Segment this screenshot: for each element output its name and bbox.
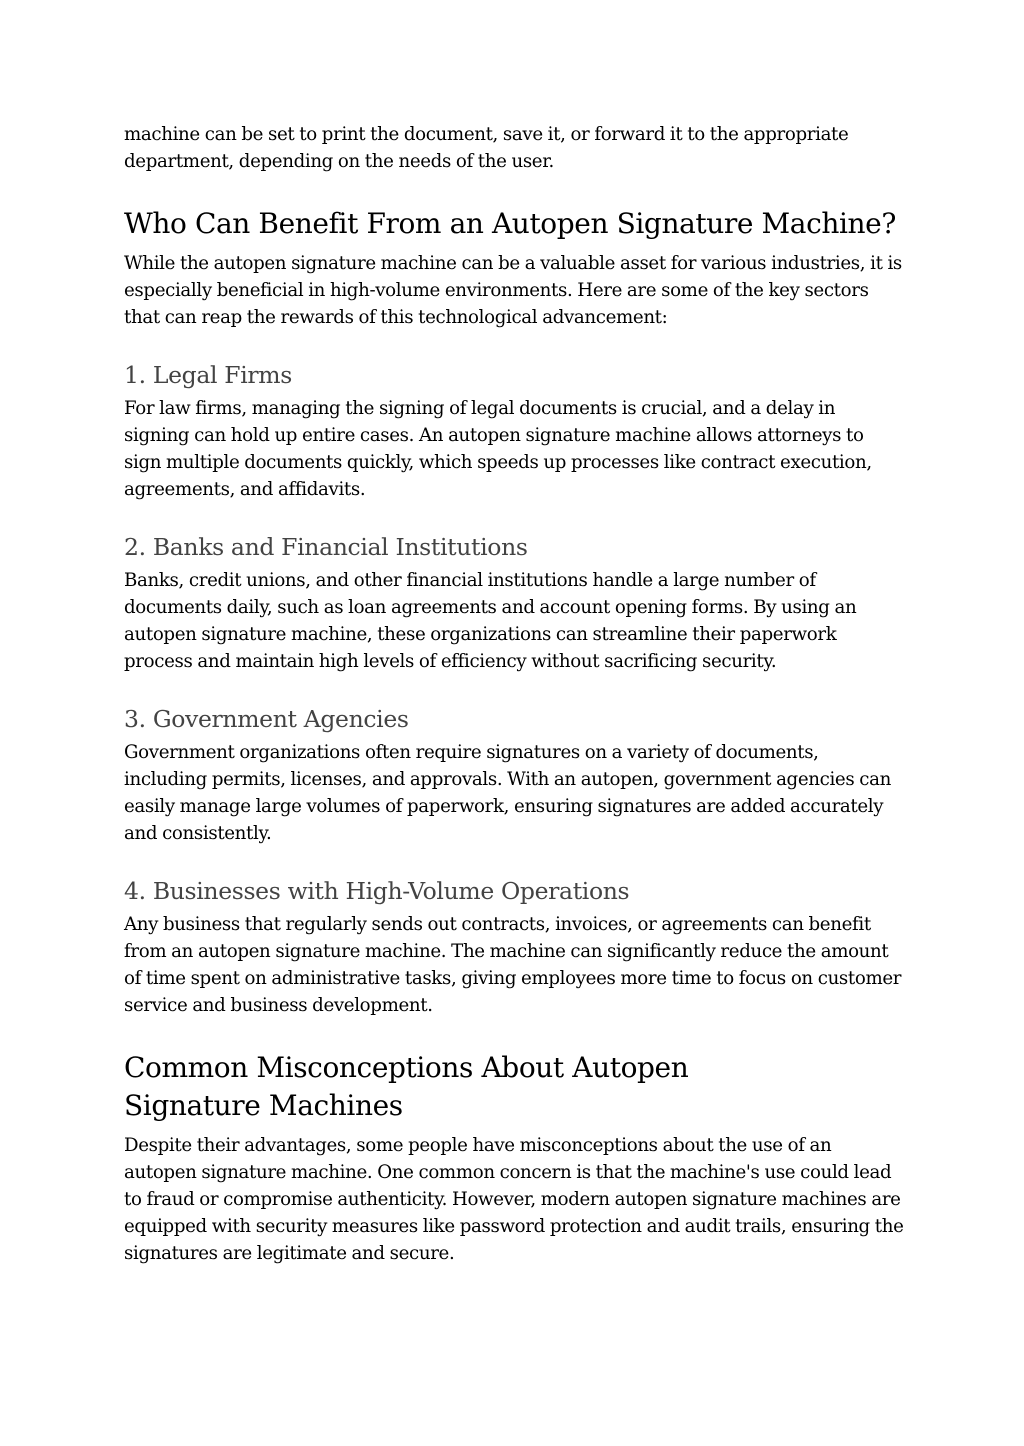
banks-heading: 2. Banks and Financial Institutions bbox=[124, 533, 528, 561]
banks-paragraph: Banks, credit unions, and other financial institutions handle a large number of documents daily, such as loan agreements and account opening forms. By using an autopen signature machine, these organizations can streamline their paperwork process and maintain high levels of efficiency without sacrificing security. bbox=[124, 570, 857, 672]
benefit-section-intro: While the autopen signature machine can be a valuable asset for various industries, it is especially beneficial in high-volume environments. Here are some of the key sectors that can reap the rewards of this technological advancement: bbox=[124, 253, 902, 328]
misconceptions-paragraph: Despite their advantages, some people have misconceptions about the use of an autopen signature machine. One common concern is that the machine's use could lead to fraud or compromise authenticity. However, modern autopen signature machines are equipped with security measures like password protection and audit trails, ensuring the signatures are legitimate and secure. bbox=[124, 1135, 904, 1264]
intro-paragraph: machine can be set to print the document, save it, or forward it to the appropriate department, depending on the needs of the user. bbox=[124, 124, 849, 172]
government-heading: 3. Government Agencies bbox=[124, 705, 409, 733]
government-paragraph: Government organizations often require signatures on a variety of documents, including permits, licenses, and approvals. With an autopen, government agencies can easily manage large volumes of paperwork, ensuring signatures are added accurately and consistently. bbox=[124, 742, 891, 844]
businesses-paragraph: Any business that regularly sends out contracts, invoices, or agreements can benefit from an autopen signature machine. The machine can significantly reduce the amount of time spent on administrative tasks, giving employees more time to focus on customer service and business development. bbox=[124, 914, 902, 1016]
businesses-heading: 4. Businesses with High-Volume Operations bbox=[124, 877, 630, 905]
legal-firms-paragraph: For law firms, managing the signing of legal documents is crucial, and a delay in signing can hold up entire cases. An autopen signature machine allows attorneys to sign multiple documents quickly, which speeds up processes like contract execution, agreements, and affidavits. bbox=[124, 398, 872, 500]
document-page bbox=[124, 121, 904, 1267]
misconceptions-heading: Common Misconceptions About Autopen Signature Machines bbox=[124, 1051, 689, 1122]
benefit-section-heading: Who Can Benefit From an Autopen Signature Machine? bbox=[124, 207, 896, 240]
legal-firms-heading: 1. Legal Firms bbox=[124, 361, 292, 389]
